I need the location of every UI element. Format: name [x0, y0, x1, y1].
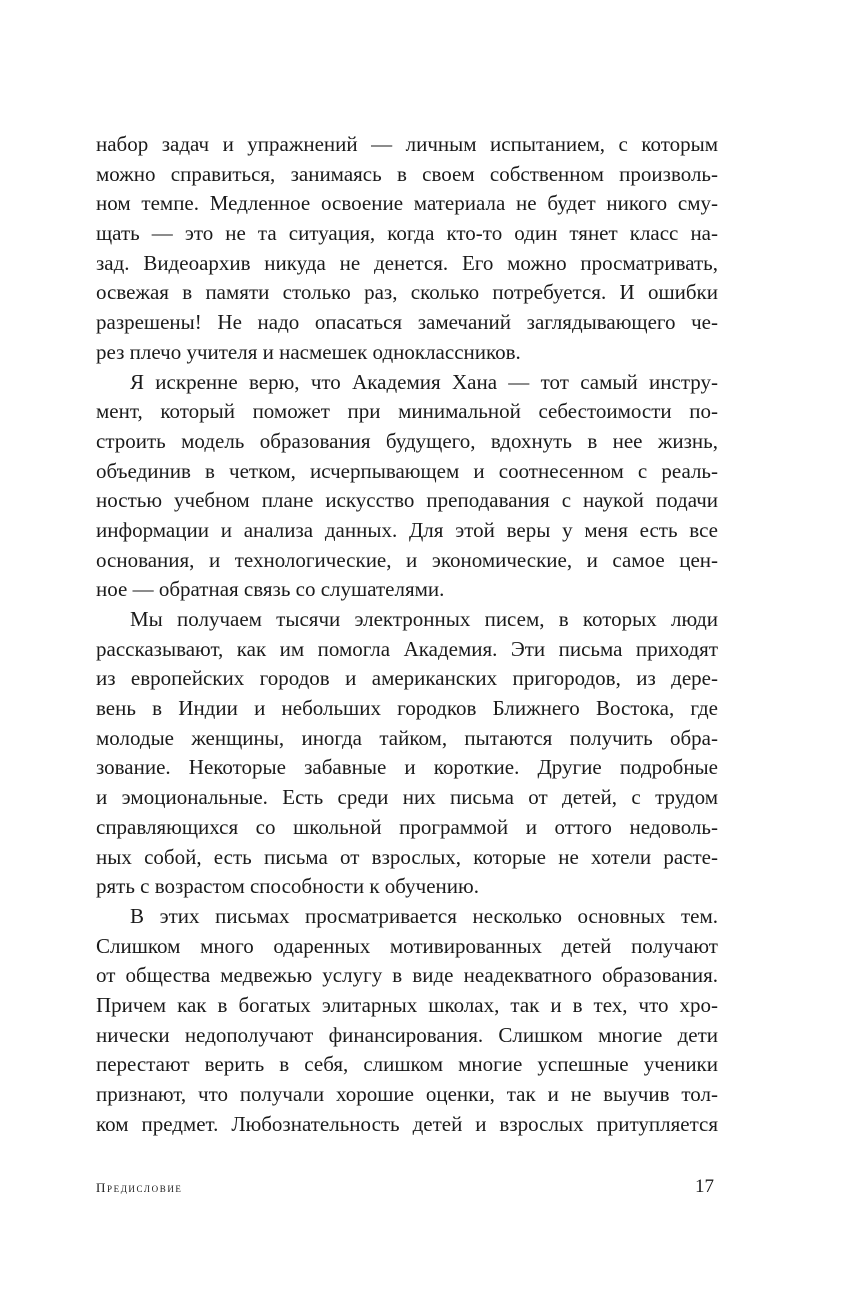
text-line: щать — это не та ситуация, когда кто-то один тянет класс на-: [96, 221, 718, 246]
paragraph-first-line: В этих письмах просматривается несколько основных тем.: [130, 903, 718, 928]
text-line: ное — обратная связь со слушателями.: [96, 577, 445, 602]
text-line: освежая в памяти столько раз, сколько потребуется. И ошибки: [96, 280, 718, 305]
text-line: и эмоциональные. Есть среди них письма от детей, с трудом: [96, 785, 718, 810]
text-line: ном темпе. Медленное освоение материала не будет никого сму-: [96, 191, 718, 216]
text-line: мент, который поможет при минимальной себестоимости по-: [96, 399, 718, 424]
paragraph-first-line: Мы получаем тысячи электронных писем, в которых люди: [130, 607, 718, 631]
text-line: зад. Видеоархив никуда не денется. Его можно просматривать,: [96, 250, 718, 275]
text-line: зование. Некоторые забавные и короткие. Другие подробные: [96, 755, 718, 780]
text-line: нически недополучают финансирования. Слишком многие дети: [96, 1022, 718, 1047]
text-line: из европейских городов и американских пригородов, из дере-: [96, 666, 718, 691]
text-line: основания, и технологические, и экономические, и самое цен-: [96, 547, 718, 572]
text-line: ных собой, есть письма от взрослых, которые не хотели расте-: [96, 844, 718, 869]
text-line: вень в Индии и небольших городков Ближнего Востока, где: [96, 696, 718, 721]
text-line: ком предмет. Любознательность детей и взрослых притупляется: [96, 1111, 718, 1136]
text-line: рять с возрастом способности к обучению.: [96, 874, 479, 899]
text-line: Слишком много одаренных мотивированных детей получают: [96, 933, 718, 958]
text-line: молодые женщины, иногда тайком, пытаются получить обра-: [96, 725, 718, 750]
text-line: набор задач и упражнений — личным испытанием, с которым: [96, 132, 718, 156]
text-line: рассказывают, как им помогла Академия. Эти письма приходят: [96, 636, 718, 661]
text-line: Причем как в богатых элитарных школах, так и в тех, что хро-: [96, 992, 718, 1017]
text-line: информации и анализа данных. Для этой веры у меня есть все: [96, 517, 718, 542]
body-text: [96, 130, 718, 1139]
page-number: 17: [695, 1176, 714, 1197]
text-line: рез плечо учителя и насмешек одноклассников.: [96, 339, 521, 364]
text-line: объединив в четком, исчерпывающем и соотнесенном с реаль-: [96, 458, 718, 483]
running-footer-title: Предисловие: [96, 1180, 183, 1195]
text-line: ностью учебном плане искусство преподавания с наукой подачи: [96, 488, 718, 513]
text-line: перестают верить в себя, слишком многие успешные ученики: [96, 1052, 718, 1077]
text-line: строить модель образования будущего, вдохнуть в нее жизнь,: [96, 428, 718, 453]
paragraph-first-line: Я искренне верю, что Академия Хана — тот самый инстру-: [130, 369, 718, 394]
text-line: можно справиться, занимаясь в своем собственном произволь-: [96, 161, 718, 186]
text-line: разрешены! Не надо опасаться замечаний заглядывающего че-: [96, 310, 718, 335]
text-line: от общества медвежью услугу в виде неадекватного образования.: [96, 963, 718, 988]
text-line: справляющихся со школьной программой и оттого недоволь-: [96, 814, 718, 839]
text-line: признают, что получали хорошие оценки, так и не выучив тол-: [96, 1082, 718, 1106]
